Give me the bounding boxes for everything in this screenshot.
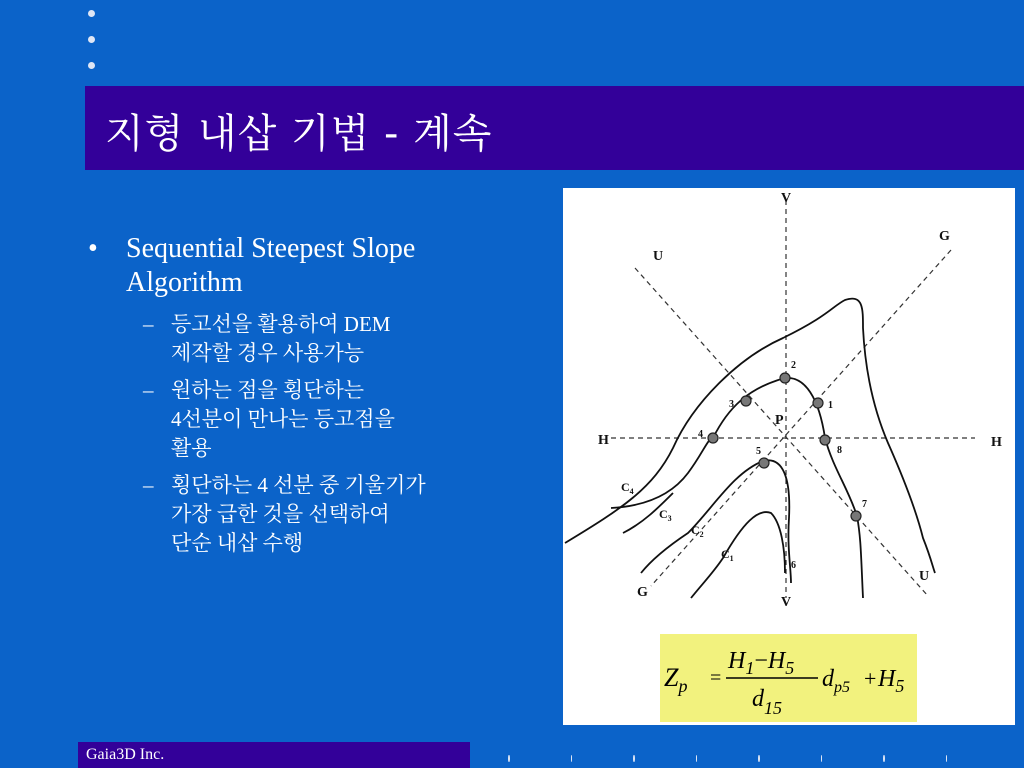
decor-dots-bottom <box>508 755 1008 762</box>
sub-bullet-item <box>143 376 538 463</box>
sub-bullet-line: 원하는 점을 횡단하는 <box>171 378 365 402</box>
sub-bullet-mark: – <box>143 473 154 497</box>
formula-denominator: $d_{15}$ <box>752 686 782 718</box>
sub-bullet-text <box>171 471 426 558</box>
point-8 <box>820 435 830 445</box>
point-label: 4 <box>698 429 703 440</box>
decor-dot <box>571 755 573 762</box>
formula-plus: + <box>864 666 877 691</box>
formula-lhs: $Z_p$ <box>664 663 688 696</box>
label-g-bottom: G <box>637 585 648 600</box>
point-3 <box>741 396 751 406</box>
slide-title: 지형 내삽 기법 - 계속 <box>105 111 493 157</box>
decor-dot <box>883 755 885 762</box>
formula-numerator: $H_1-H_5$ <box>728 648 795 678</box>
contour-label-c3: $C_3$ <box>659 507 672 523</box>
contour-label-c1: $C_1$ <box>721 547 734 563</box>
point-label: 1 <box>828 400 833 411</box>
decor-dot <box>88 36 95 43</box>
bullet-mark: • <box>88 233 98 264</box>
sub-bullet-mark: – <box>143 312 154 336</box>
sub-bullet-text <box>171 376 395 463</box>
point-label: 6 <box>791 560 796 571</box>
point-5 <box>759 458 769 468</box>
formula-rhs: $H_5$ <box>878 666 905 696</box>
decor-dot <box>633 755 635 762</box>
label-u-top: U <box>653 249 664 264</box>
sub-bullet-line: 제작할 경우 사용가능 <box>171 341 365 365</box>
decor-dot <box>508 755 510 762</box>
bullet-content <box>88 232 538 566</box>
sub-bullet-item <box>143 310 538 368</box>
decor-dot <box>88 10 95 17</box>
footer-company: Gaia3D Inc. <box>86 746 165 763</box>
contour-c4 <box>565 299 935 573</box>
label-v-bottom: V <box>781 595 792 610</box>
bullet-text-line2: Algorithm <box>126 267 243 298</box>
decor-dot <box>88 62 95 69</box>
sub-bullet-item <box>143 471 538 558</box>
point-label: 3 <box>729 399 734 410</box>
bullet-text-line1: Sequential Steepest Slope <box>126 233 416 264</box>
contour-label-c4: $C_4$ <box>621 480 634 496</box>
title-bar <box>85 86 1024 170</box>
formula <box>660 634 917 722</box>
formula-eq: = <box>710 667 722 689</box>
formula-mid: $d_{p5}$ <box>822 666 850 696</box>
point-label: 8 <box>837 445 842 456</box>
point-2 <box>780 373 790 383</box>
decor-dot <box>696 755 698 762</box>
sub-bullet-line: 가장 급한 것을 선택하여 <box>171 502 390 526</box>
point-label: 5 <box>756 446 761 457</box>
sub-bullet-line: 단순 내삽 수행 <box>171 531 304 555</box>
point-label: 2 <box>791 360 796 371</box>
contour-c1 <box>691 512 785 598</box>
decor-dots-top <box>88 10 100 88</box>
bullet-text <box>126 232 415 300</box>
point-label: 7 <box>862 499 867 510</box>
sub-bullet-mark: – <box>143 378 154 402</box>
label-h-left: H <box>598 433 609 448</box>
formula-box <box>660 634 917 722</box>
contour-diagram-figure <box>563 188 1015 725</box>
label-v-top: V <box>781 191 792 206</box>
sub-bullet-line: 횡단하는 4 선분 중 기울기가 <box>171 473 426 497</box>
decor-dot <box>946 755 948 762</box>
sub-bullet-line: 등고선을 활용하여 DEM <box>171 312 391 336</box>
sub-bullet-line: 활용 <box>171 436 212 460</box>
sub-bullet-line: 4선분이 만나는 등고점을 <box>171 407 395 431</box>
point-1 <box>813 398 823 408</box>
label-u-bottom: U <box>919 569 930 584</box>
label-h-right: H <box>991 435 1002 450</box>
decor-dot <box>821 755 823 762</box>
footer-bar <box>78 742 470 768</box>
point-7 <box>851 511 861 521</box>
contour-label-c2: $C_2$ <box>691 523 704 539</box>
contour-c2 <box>641 460 791 583</box>
label-g-top: G <box>939 229 950 244</box>
sub-bullet-list <box>143 310 538 558</box>
decor-dot <box>758 755 760 762</box>
sub-bullet-text <box>171 310 390 368</box>
point-4 <box>708 433 718 443</box>
bullet-main <box>88 232 538 300</box>
label-p: P <box>775 413 784 428</box>
